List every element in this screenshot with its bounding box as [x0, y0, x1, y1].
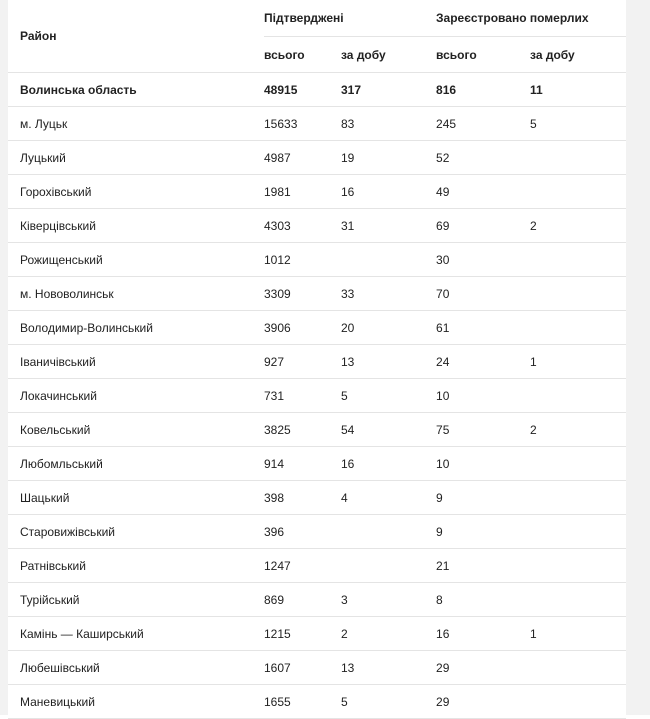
region-name: Волинська область: [8, 73, 264, 107]
confirmed-total: 3825: [264, 413, 341, 447]
confirmed-day: 54: [341, 413, 436, 447]
deaths-day: 11: [530, 73, 626, 107]
deaths-total: 29: [436, 651, 530, 685]
confirmed-total-header: всього: [264, 37, 341, 73]
confirmed-total: 1981: [264, 175, 341, 209]
confirmed-day: 16: [341, 447, 436, 481]
deaths-total: 21: [436, 549, 530, 583]
confirmed-total: 398: [264, 481, 341, 515]
deaths-total: 245: [436, 107, 530, 141]
table-row: [8, 311, 626, 345]
district-name: Ковельський: [8, 413, 264, 447]
deaths-day: [530, 685, 626, 719]
deaths-day: [530, 515, 626, 549]
table-row: [8, 107, 626, 141]
deaths-day: [530, 175, 626, 209]
deaths-total: 816: [436, 73, 530, 107]
district-name: Шацький: [8, 481, 264, 515]
confirmed-day: 16: [341, 175, 436, 209]
confirmed-day: 2: [341, 617, 436, 651]
deaths-total: 49: [436, 175, 530, 209]
deaths-total: 10: [436, 379, 530, 413]
deaths-day: [530, 651, 626, 685]
table-row: [8, 277, 626, 311]
deaths-total: 24: [436, 345, 530, 379]
confirmed-day: [341, 515, 436, 549]
confirmed-day: 5: [341, 685, 436, 719]
deaths-day: 2: [530, 413, 626, 447]
deaths-total: 10: [436, 447, 530, 481]
deaths-day: [530, 583, 626, 617]
confirmed-total: 1247: [264, 549, 341, 583]
table-row: [8, 685, 626, 719]
table-row: [8, 379, 626, 413]
district-name: Любомльський: [8, 447, 264, 481]
confirmed-total: 1655: [264, 685, 341, 719]
confirmed-day: 317: [341, 73, 436, 107]
table-row: [8, 447, 626, 481]
confirmed-total: 1215: [264, 617, 341, 651]
confirmed-day-header: за добу: [341, 37, 436, 73]
district-name: м. Луцьк: [8, 107, 264, 141]
deaths-day: [530, 549, 626, 583]
district-name: Локачинський: [8, 379, 264, 413]
deaths-total-header: всього: [436, 37, 530, 73]
table-row: [8, 141, 626, 175]
confirmed-day: [341, 549, 436, 583]
confirmed-total: 3309: [264, 277, 341, 311]
deaths-day-header: за добу: [530, 37, 626, 73]
deaths-total: 70: [436, 277, 530, 311]
district-header: Район: [8, 0, 264, 73]
confirmed-total: 4303: [264, 209, 341, 243]
district-name: Старовижівський: [8, 515, 264, 549]
confirmed-total: 396: [264, 515, 341, 549]
district-name: Ківерцівський: [8, 209, 264, 243]
confirmed-day: [341, 243, 436, 277]
district-name: Володимир-Волинський: [8, 311, 264, 345]
deaths-day: [530, 311, 626, 345]
table-row: [8, 209, 626, 243]
deaths-day: 2: [530, 209, 626, 243]
district-name: Горохівський: [8, 175, 264, 209]
confirmed-total: 1012: [264, 243, 341, 277]
deaths-total: 75: [436, 413, 530, 447]
district-name: Камінь — Каширський: [8, 617, 264, 651]
confirmed-day: 33: [341, 277, 436, 311]
confirmed-total: 869: [264, 583, 341, 617]
confirmed-total: 731: [264, 379, 341, 413]
table-row: [8, 481, 626, 515]
district-name: Рожищенський: [8, 243, 264, 277]
district-name: Турійський: [8, 583, 264, 617]
district-name: Луцький: [8, 141, 264, 175]
deaths-total: 61: [436, 311, 530, 345]
deaths-day: [530, 243, 626, 277]
confirmed-day: 20: [341, 311, 436, 345]
confirmed-total: 15633: [264, 107, 341, 141]
confirmed-day: 4: [341, 481, 436, 515]
confirmed-total: 4987: [264, 141, 341, 175]
table-row: [8, 515, 626, 549]
deaths-total: 9: [436, 515, 530, 549]
table-row: [8, 413, 626, 447]
deaths-total: 8: [436, 583, 530, 617]
deaths-day: [530, 379, 626, 413]
confirmed-day: 5: [341, 379, 436, 413]
deaths-total: 52: [436, 141, 530, 175]
district-name: Іваничівський: [8, 345, 264, 379]
confirmed-day: 13: [341, 345, 436, 379]
district-name: Маневицький: [8, 685, 264, 719]
confirmed-day: 3: [341, 583, 436, 617]
table-row: [8, 651, 626, 685]
confirmed-day: 13: [341, 651, 436, 685]
table-row: [8, 175, 626, 209]
confirmed-total: 48915: [264, 73, 341, 107]
deaths-total: 29: [436, 685, 530, 719]
deaths-day: 1: [530, 345, 626, 379]
table-row: [8, 617, 626, 651]
table-row: [8, 583, 626, 617]
confirmed-total: 3906: [264, 311, 341, 345]
deaths-day: [530, 481, 626, 515]
confirmed-total: 914: [264, 447, 341, 481]
confirmed-day: 83: [341, 107, 436, 141]
confirmed-total: 927: [264, 345, 341, 379]
deaths-day: [530, 141, 626, 175]
deaths-total: 30: [436, 243, 530, 277]
district-name: Любешівський: [8, 651, 264, 685]
deaths-day: 5: [530, 107, 626, 141]
table-row: [8, 345, 626, 379]
covid-stats-table: [8, 0, 626, 719]
confirmed-total: 1607: [264, 651, 341, 685]
deaths-total: 69: [436, 209, 530, 243]
district-name: Ратнівський: [8, 549, 264, 583]
deaths-total: 16: [436, 617, 530, 651]
table-row: [8, 549, 626, 583]
table-row: [8, 243, 626, 277]
deaths-header: Зареєстровано померлих: [436, 0, 626, 37]
deaths-day: [530, 447, 626, 481]
deaths-day: [530, 277, 626, 311]
confirmed-day: 31: [341, 209, 436, 243]
deaths-total: 9: [436, 481, 530, 515]
district-name: м. Нововолинськ: [8, 277, 264, 311]
confirmed-day: 19: [341, 141, 436, 175]
confirmed-header: Підтверджені: [264, 0, 436, 37]
totals-row: [8, 73, 626, 107]
deaths-day: 1: [530, 617, 626, 651]
